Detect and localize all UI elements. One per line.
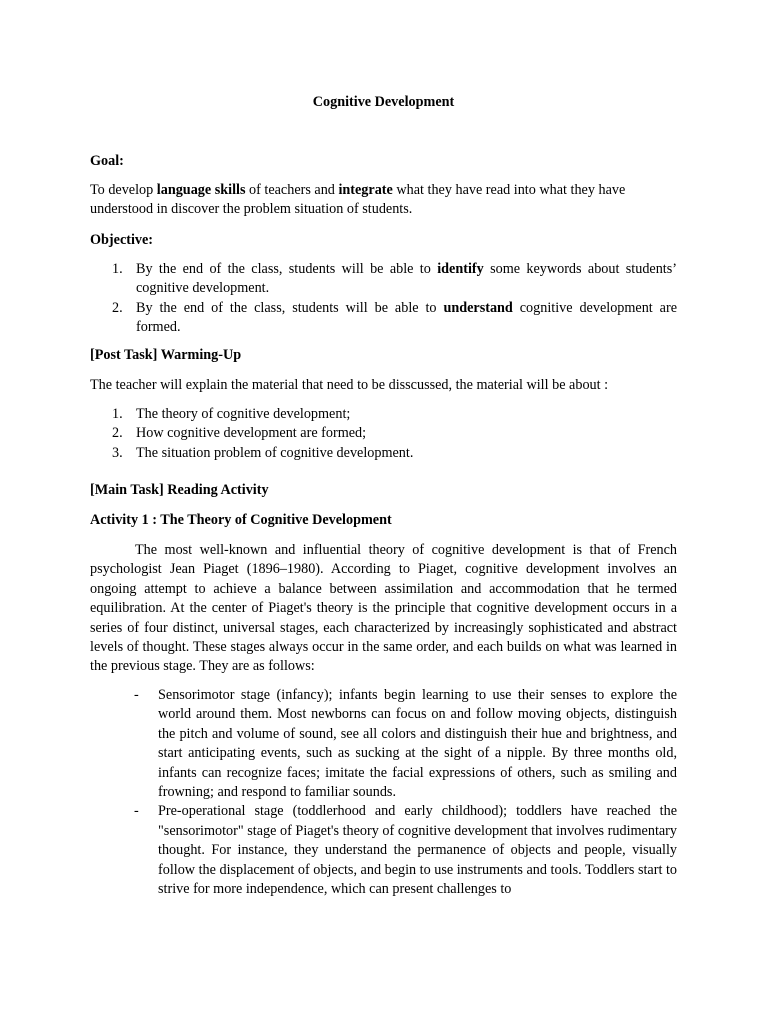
page-title: Cognitive Development (312, 94, 455, 110)
objective-text: some keywords about students’ cognitive development. (136, 261, 677, 297)
warmup-item-text: The situation problem of cognitive development. (136, 444, 414, 461)
stage-item (90, 686, 677, 802)
stage-text: Pre-operational stage (toddlerhood and early childhood); toddlers have reached the "sensorimotor" stage of Piaget's theory of cognitive development that involves rudimentary thought. For instance, they understand the permanence of objects and people, visually follow the displacement of objects, and begin to use instruments and tools. Toddlers start to strive for more independence, which can present challenges to (158, 803, 677, 898)
activity-heading: Activity 1 : The Theory of Cognitive Development (90, 512, 392, 528)
warmup-intro: The teacher will explain the material that need to be disscussed, the material will be about : (90, 377, 609, 393)
goal-text-part: To develop (90, 182, 157, 198)
goal-text-bold: language skills (156, 182, 246, 198)
list-number: 1. (112, 406, 123, 422)
goal-text-part: of teachers and (245, 182, 339, 198)
list-number: 1. (112, 261, 123, 277)
warmup-item (90, 444, 677, 463)
objective-list (90, 260, 677, 338)
objective-text: By the end of the class, students will be able to (136, 261, 438, 277)
stage-text: Sensorimotor stage (infancy); infants begin learning to use their senses to explore the world around them. Most newborns can focus on and follow moving objects, distinguish the pitch and volume of sound, see all colors and distinguish their hue and brightness, and start anticipating events, such as sucking at the sight of a nipple. By three months old, infants can recognize faces; imitate the facial expressions of others, such as smiling and frowning; and respond to familiar sounds. (158, 687, 677, 801)
warmup-item (90, 424, 677, 443)
list-number: 2. (112, 425, 123, 442)
objective-keyword: understand (443, 299, 513, 316)
warmup-list (90, 405, 677, 463)
objective-item (90, 260, 677, 299)
goal-heading: Goal: (90, 153, 124, 169)
objective-text: By the end of the class, students will be able to (136, 299, 444, 316)
warmup-item (90, 405, 677, 424)
list-dash: - (134, 803, 139, 820)
goal-text (90, 181, 677, 220)
list-number: 3. (112, 444, 123, 461)
objective-item (90, 299, 677, 338)
objective-heading: Objective: (90, 232, 154, 248)
list-number: 2. (112, 299, 123, 316)
warmup-item-text: How cognitive development are formed; (136, 425, 367, 442)
goal-text-bold: integrate (338, 182, 393, 198)
list-dash: - (134, 687, 139, 703)
main-task-heading: [Main Task] Reading Activity (90, 482, 269, 498)
objective-text: cognitive development are formed. (136, 299, 677, 336)
warmup-item-text: The theory of cognitive development; (136, 406, 351, 422)
objective-keyword: identify (437, 261, 484, 277)
goal-text-part: what they have read into what they have understood in discover the problem situation of students. (90, 182, 626, 218)
stages-list (90, 686, 677, 899)
activity-paragraph: The most well-known and influential theory of cognitive development is that of French psychologist Jean Piaget (1896–1980). According to Piaget, cognitive development involves an ongoing attempt to achieve a balance between assimilation and accommodation that he termed equilibration. At the center of Piaget's theory is the principle that cognitive development occurs in a series of four distinct, universal stages, each characterized by increasingly sophisticated and abstract levels of thought. These stages always occur in the same order, and each builds on what was learned in the previous stage. They are as follows: (90, 542, 677, 675)
stage-item (90, 802, 677, 899)
warmup-heading: [Post Task] Warming-Up (90, 347, 242, 363)
